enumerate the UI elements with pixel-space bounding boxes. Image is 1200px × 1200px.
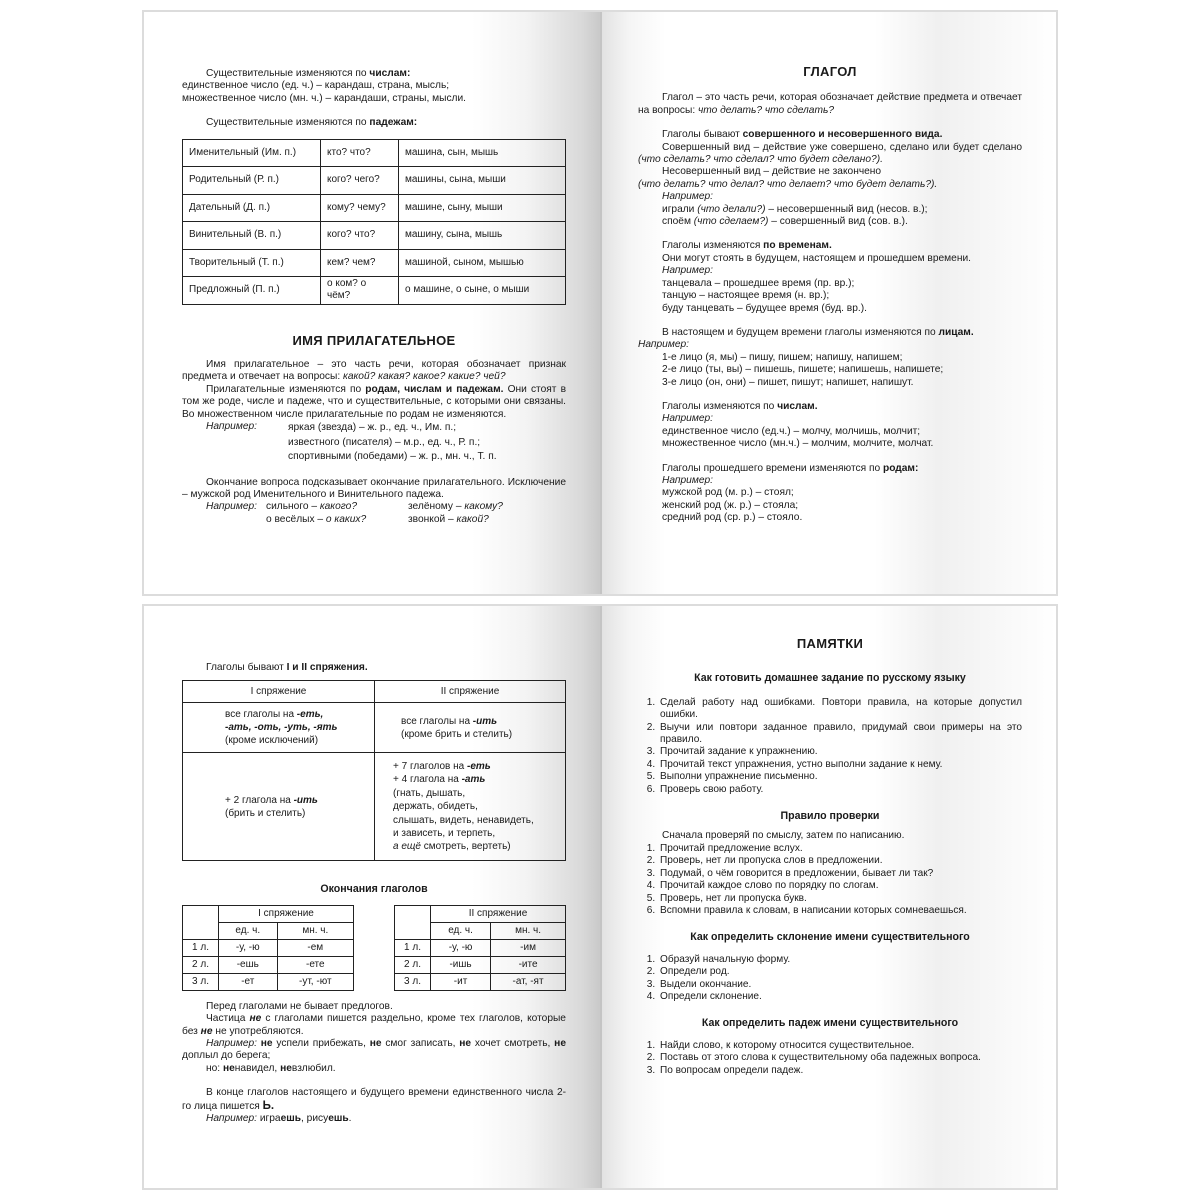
adjective-ending-examples (182, 501, 566, 526)
case-title: Как определить падеж имени существительного (701, 1017, 959, 1030)
conj2-main-rule: все глаголы на -ить (кроме брить и стелить) (375, 703, 566, 753)
particle-ne-example: Например: не успели прибежать, не смог записать, не хочет смотреть, не доплыл до берега; (182, 1038, 566, 1062)
adjective-example: яркая (звезда) – ж. р., ед. ч., Им. п.; (288, 422, 457, 434)
ending-value: -ат, -ят (491, 973, 566, 990)
gender-example: средний род (ср. р.) – стояло. (662, 512, 803, 524)
case-example: машина, сын, мышь (399, 139, 566, 167)
person-example: 1-е лицо (я, мы) – пишу, пишем; напишу, напишем; (662, 351, 903, 363)
check-step: 6. Вспомни правила к словам, в написании которых сомневаешься. (658, 905, 1022, 917)
ending-value: -ет (219, 973, 278, 990)
ending-row (183, 956, 354, 973)
adjective-definition: Имя прилагательное – это часть речи, которая обозначает признак предмета и отвечает на вопросы: какой? какая? какое? какие? чей? (182, 359, 566, 383)
adjective-agreement: Прилагательные изменяются по родам, числам и падежам. Они стоят в том же роде, числе и падеже, что и существительные, с которыми они связаны. Во множественном числе прилагательные по родам не изменяются. (182, 383, 566, 420)
ending-value: -ите (491, 956, 566, 973)
tense-example: танцую – настоящее время (н. вр.); (662, 290, 830, 302)
ending-header: ед. ч. (219, 922, 278, 939)
adjective-title: ИМЯ ПРИЛАГАТЕЛЬНОЕ (292, 332, 456, 348)
page-content (182, 68, 566, 526)
homework-steps (638, 697, 1022, 796)
person-label: 1 л. (395, 939, 431, 956)
check-step: 5. Проверь, нет ли пропуска букв. (658, 893, 1022, 905)
case-step: 1. Найди слово, к которому относится существительное. (658, 1040, 1022, 1052)
case-step: 3. По вопросам определи падеж. (658, 1065, 1022, 1077)
tense-example: танцевала – прошедшее время (пр. вр.); (662, 277, 855, 289)
case-row (183, 249, 566, 277)
verb-gender-heading: Глаголы прошедшего времени изменяются по родам: (662, 462, 919, 474)
case-questions: кого? что? (321, 222, 399, 250)
declension-step: 4. Определи склонение. (658, 991, 1022, 1003)
case-name: Творительный (Т. п.) (183, 249, 321, 277)
conj-title: II спряжение (431, 905, 566, 922)
conj1-endings-table (182, 905, 354, 991)
aspect-example: спoём (что сделаем?) – совершенный вид (сов. в.). (662, 216, 908, 228)
person-label: 2 л. (183, 956, 219, 973)
noun-number-plural: множественное число (мн. ч.) – карандаши, страны, мысли. (182, 92, 467, 104)
example-label: Например: (638, 339, 689, 351)
check-rule-intro: Сначала проверяй по смыслу, затем по написанию. (662, 830, 905, 842)
case-example: машины, сына, мыши (399, 167, 566, 195)
check-step: 2. Проверь, нет ли пропуска слов в предложении. (658, 855, 1022, 867)
spread-top (142, 10, 1058, 596)
homework-step: 6. Проверь свою работу. (658, 784, 1022, 796)
particle-ne-rule: Частица не с глаголами пишется раздельно, кроме тех глаголов, которые без не не употребляются. (182, 1013, 566, 1037)
homework-step: 4. Прочитай текст упражнения, устно выполни задание к нему. (658, 759, 1022, 771)
declension-steps (638, 954, 1022, 1004)
declension-title: Как определить склонение имени существительного (690, 931, 970, 944)
ending-header: ед. ч. (431, 922, 491, 939)
ending-value: -у, -ю (431, 939, 491, 956)
verb-tense-heading: Глаголы изменяются по временам. (662, 240, 832, 252)
example-label: Например: (206, 501, 257, 513)
noun-cases-heading: Существительные изменяются по падежам: (206, 117, 418, 129)
homework-title: Как готовить домашнее задание по русскому языку (694, 672, 966, 685)
ending-corner (395, 905, 431, 939)
verb-title: ГЛАГОЛ (803, 64, 857, 79)
conj2-exceptions: + 7 глаголов на -еть + 4 глагола на -ать (гнать, дышать, держать, обидеть, слышать, видеть, ненавидеть, и зависеть, и терпеть, а ещё смотреть, вертеть) (375, 753, 566, 861)
case-name: Винительный (В. п.) (183, 222, 321, 250)
check-step: 4. Прочитай каждое слово по порядку по слогам. (658, 880, 1022, 892)
adjective-ending-rule: Окончание вопроса подсказывает окончание прилагательного. Исключение – мужской род Именительного и Винительного падежа. (182, 476, 566, 500)
page-memos (602, 606, 1056, 1188)
case-row (183, 222, 566, 250)
declension-step: 1. Образуй начальную форму. (658, 954, 1022, 966)
ending-value: -ут, -ют (277, 973, 353, 990)
ending-value: -ешь (219, 956, 278, 973)
adjective-ending-row: о весёлых – о каких? звонкой – какой? (266, 513, 489, 525)
case-example: машину, сына, мышь (399, 222, 566, 250)
person-example: 2-е лицо (ты, вы) – пишешь, пишете; напишешь, напишете; (662, 364, 944, 376)
soft-sign-example: Например: играешь, рисуешь. (206, 1113, 352, 1125)
conj-head-1: I спряжение (183, 681, 375, 703)
memos-title: ПАМЯТКИ (796, 636, 864, 651)
verb-definition: Глагол – это часть речи, которая обозначает действие предмета и отвечает на вопросы: что делать? что сделать? (638, 92, 1022, 116)
adjective-example: спортивными (победами) – ж. р., мн. ч., Т. п. (288, 451, 497, 463)
ending-header: мн. ч. (491, 922, 566, 939)
number-example: единственное число (ед.ч.) – молчу, молчишь, молчит; (662, 425, 921, 437)
spread-bottom (142, 604, 1058, 1190)
ending-value: -им (491, 939, 566, 956)
noun-number-singular: единственное число (ед. ч.) – карандаш, страна, мысль; (182, 80, 450, 92)
adjective-examples (182, 421, 566, 465)
declension-step: 2. Определи род. (658, 966, 1022, 978)
example-label: Например: (662, 413, 713, 425)
homework-step: 2. Выучи или повтори заданное правило, придумай свои примеры на это правило. (658, 722, 1022, 747)
case-questions: кого? чего? (321, 167, 399, 195)
noun-numbers-heading: Существительные изменяются по числам: (206, 68, 411, 79)
case-row (183, 139, 566, 167)
page-content (638, 66, 1022, 525)
aspect-example: играли (что делали?) – несовершенный вид (несов. в.); (662, 203, 928, 215)
verb-imperfective-questions: (что делать? что делал? что делает? что будет делать?). (638, 178, 938, 190)
page-content (182, 662, 566, 1125)
endings-title: Окончания глаголов (320, 883, 428, 896)
example-label: Например: (206, 421, 257, 433)
person-example: 3-е лицо (он, они) – пишет, пишут; напишет, напишут. (662, 376, 914, 388)
declension-step: 3. Выдели окончание. (658, 979, 1022, 991)
conj2-endings-table (394, 905, 566, 991)
particle-ne-exception: но: ненавидел, невзлюбил. (206, 1062, 336, 1074)
case-questions: кем? чем? (321, 249, 399, 277)
homework-step: 1. Сделай работу над ошибками. Повтори правила, на которые допустил ошибки. (658, 697, 1022, 722)
conj1-main-rule: все глаголы на -еть, -ать, -оть, -уть, -ять (кроме исключений) (183, 703, 375, 753)
case-questions: о ком? о чём? (321, 277, 399, 305)
verb-imperfective: Несовершенный вид – действие не закончено (662, 166, 882, 178)
verb-number-heading: Глаголы изменяются по числам. (662, 400, 818, 412)
page-conjugation (144, 606, 600, 1188)
case-row (183, 194, 566, 222)
adjective-example: известного (писателя) – м.р., ед. ч., Р. п.; (288, 436, 481, 448)
verb-aspect-heading: Глаголы бывают совершенного и несовершенного вида. (662, 129, 943, 141)
conjugation-table (182, 680, 566, 861)
homework-step: 3. Прочитай задание к упражнению. (658, 746, 1022, 758)
conj-head-2: II спряжение (375, 681, 566, 703)
example-label: Например: (662, 474, 713, 486)
verb-person-heading: В настоящем и будущем времени глаголы изменяются по лицам. (662, 326, 974, 338)
person-label: 3 л. (183, 973, 219, 990)
endings-tables (182, 905, 566, 991)
person-label: 1 л. (183, 939, 219, 956)
page-verb (602, 12, 1056, 594)
check-step: 3. Подумай, о чём говорится в предложении, бывает ли так? (658, 868, 1022, 880)
ending-value: -у, -ю (219, 939, 278, 956)
ending-row (395, 956, 566, 973)
ending-row (395, 939, 566, 956)
example-label: Например: (662, 265, 713, 277)
case-example: машиной, сыном, мышью (399, 249, 566, 277)
ending-row (183, 939, 354, 956)
gender-example: женский род (ж. р.) – стояла; (662, 499, 799, 511)
case-questions: кому? чему? (321, 194, 399, 222)
adjective-ending-row: сильного – какого? зелёному – какому? (266, 501, 503, 513)
case-questions: кто? что? (321, 139, 399, 167)
prepositions-rule: Перед глаголами не бывает предлогов. (206, 1000, 393, 1012)
tense-example: буду танцевать – будущее время (буд. вр.). (662, 302, 867, 314)
ending-corner (183, 905, 219, 939)
check-step: 1. Прочитай предложение вслух. (658, 843, 1022, 855)
conjugation-heading: Глаголы бывают I и II спряжения. (206, 662, 368, 673)
gender-example: мужской род (м. р.) – стоял; (662, 487, 794, 499)
ending-value: -ишь (431, 956, 491, 973)
case-name: Родительный (Р. п.) (183, 167, 321, 195)
homework-step: 5. Выполни упражнение письменно. (658, 771, 1022, 783)
case-example: машине, сыну, мыши (399, 194, 566, 222)
number-example: множественное число (мн.ч.) – молчим, молчите, молчат. (662, 438, 934, 450)
ending-value: -ем (277, 939, 353, 956)
check-rule-title: Правило проверки (780, 810, 880, 823)
person-label: 3 л. (395, 973, 431, 990)
page-nouns (144, 12, 600, 594)
check-steps (638, 843, 1022, 917)
case-steps (638, 1040, 1022, 1077)
conj-title: I спряжение (219, 905, 354, 922)
case-example: о машине, о сыне, о мыши (399, 277, 566, 305)
ending-row (395, 973, 566, 990)
soft-sign-rule: В конце глаголов настоящего и будущего времени единственного числа 2-го лица пишется Ь. (182, 1087, 566, 1112)
conj1-exceptions: + 2 глагола на -ить (брить и стелить) (183, 753, 375, 861)
cases-table (182, 139, 566, 305)
example-label: Например: (662, 191, 713, 203)
case-name: Дательный (Д. п.) (183, 194, 321, 222)
case-row (183, 167, 566, 195)
case-name: Предложный (П. п.) (183, 277, 321, 305)
case-step: 2. Поставь от этого слова к существительному оба падежных вопроса. (658, 1052, 1022, 1064)
verb-perfective: Совершенный вид – действие уже совершено, сделано или будет сделано (что сделать? что сделал? что будет сделано?). (638, 141, 1022, 166)
ending-value: -ит (431, 973, 491, 990)
case-row (183, 277, 566, 305)
ending-row (183, 973, 354, 990)
case-name: Именительный (Им. п.) (183, 139, 321, 167)
ending-value: -ете (277, 956, 353, 973)
page-content (638, 638, 1022, 1077)
ending-header: мн. ч. (277, 922, 353, 939)
verb-tense-text: Они могут стоять в будущем, настоящем и прошедшем времени. (662, 252, 971, 264)
person-label: 2 л. (395, 956, 431, 973)
